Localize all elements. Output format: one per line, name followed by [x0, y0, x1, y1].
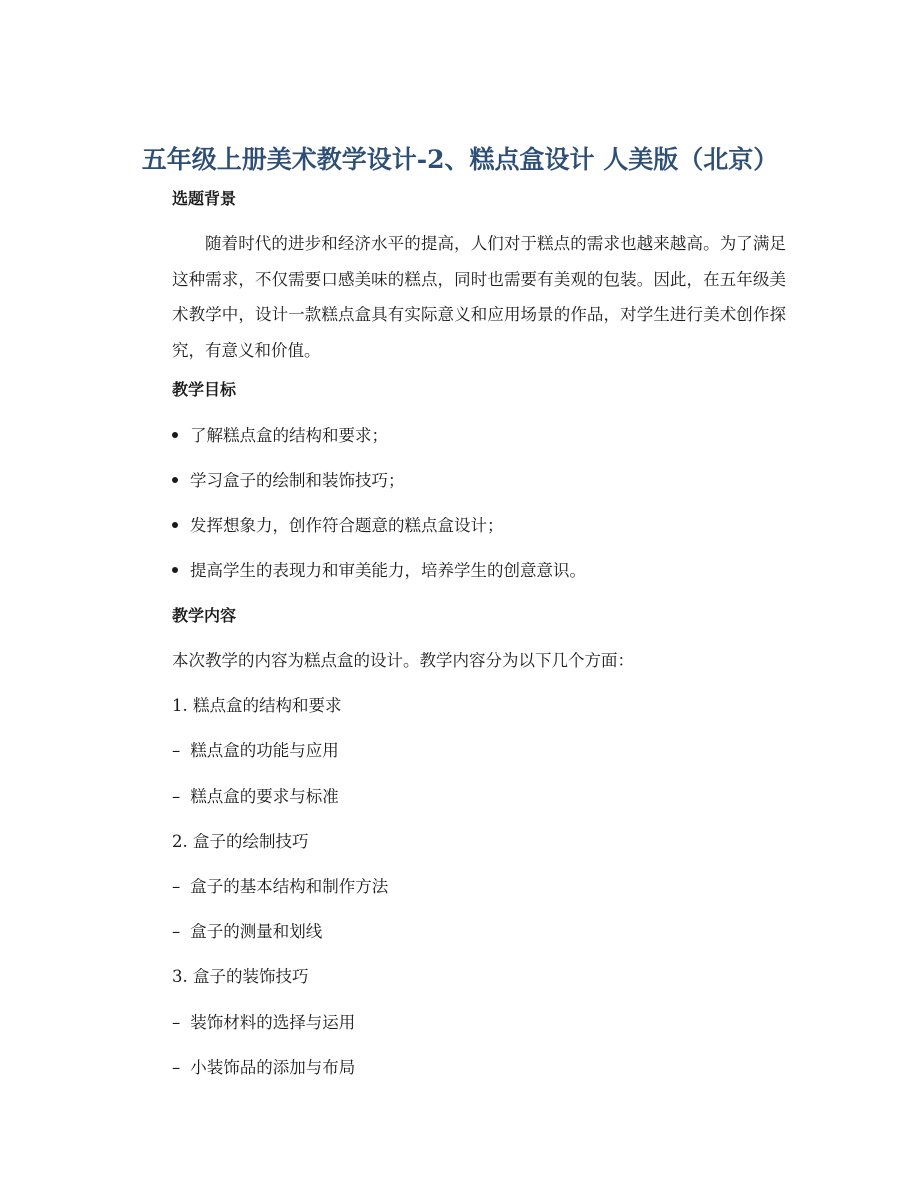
section-heading-objectives: 教学目标 [172, 380, 237, 399]
objective-text: 了解糕点盒的结构和要求； [190, 426, 388, 445]
dash-marker: – [172, 1058, 181, 1077]
bullet-icon [172, 477, 178, 483]
dash-marker: – [172, 922, 181, 941]
content-group-title: 1. 糕点盒的结构和要求 [172, 696, 342, 715]
content-intro: 本次教学的内容为糕点盒的设计。教学内容分为以下几个方面： [172, 651, 634, 670]
background-paragraph: 随着时代的进步和经济水平的提高，人们对于糕点的需求也越来越高。为了满足这种需求，不仅需要口感美味的糕点，同时也需要有美观的包装。因此，在五年级美术教学中，设计一款糕点盒具有实际意义和应用场景的作品，对学生进行美术创作探究，有意义和价值。 [172, 234, 786, 360]
list-item [172, 560, 586, 582]
dash-marker: – [172, 1013, 181, 1032]
section-heading-content: 教学内容 [172, 606, 237, 625]
subitem-text: 糕点盒的要求与标准 [190, 787, 339, 806]
content-group-title: 3. 盒子的装饰技巧 [172, 967, 309, 986]
bullet-icon [172, 567, 178, 573]
dash-marker: – [172, 787, 181, 806]
list-item [172, 515, 504, 537]
content-subitem [172, 786, 339, 808]
dash-marker: – [172, 877, 181, 896]
subitem-text: 盒子的基本结构和制作方法 [190, 877, 389, 896]
subitem-text: 小装饰品的添加与布局 [190, 1058, 356, 1077]
section-heading-background: 选题背景 [172, 189, 237, 208]
bullet-icon [172, 522, 178, 528]
subitem-text: 装饰材料的选择与运用 [190, 1013, 356, 1032]
content-subitem [172, 740, 339, 762]
content-group-title: 2. 盒子的绘制技巧 [172, 832, 309, 851]
list-item [172, 425, 388, 447]
objective-text: 发挥想象力，创作符合题意的糕点盒设计； [190, 516, 504, 535]
content-subitem [172, 1057, 355, 1079]
content-subitem [172, 876, 388, 898]
document-title: 五年级上册美术教学设计-2、糕点盒设计 人美版（北京） [141, 145, 779, 174]
content-subitem [172, 921, 322, 943]
objective-text: 提高学生的表现力和审美能力，培养学生的创意意识。 [190, 561, 586, 580]
list-item [172, 470, 405, 492]
dash-marker: – [172, 741, 181, 760]
subitem-text: 盒子的测量和划线 [190, 922, 323, 941]
bullet-icon [172, 432, 178, 438]
content-subitem [172, 1012, 355, 1034]
objective-text: 学习盒子的绘制和装饰技巧； [190, 471, 405, 490]
subitem-text: 糕点盒的功能与应用 [190, 741, 339, 760]
